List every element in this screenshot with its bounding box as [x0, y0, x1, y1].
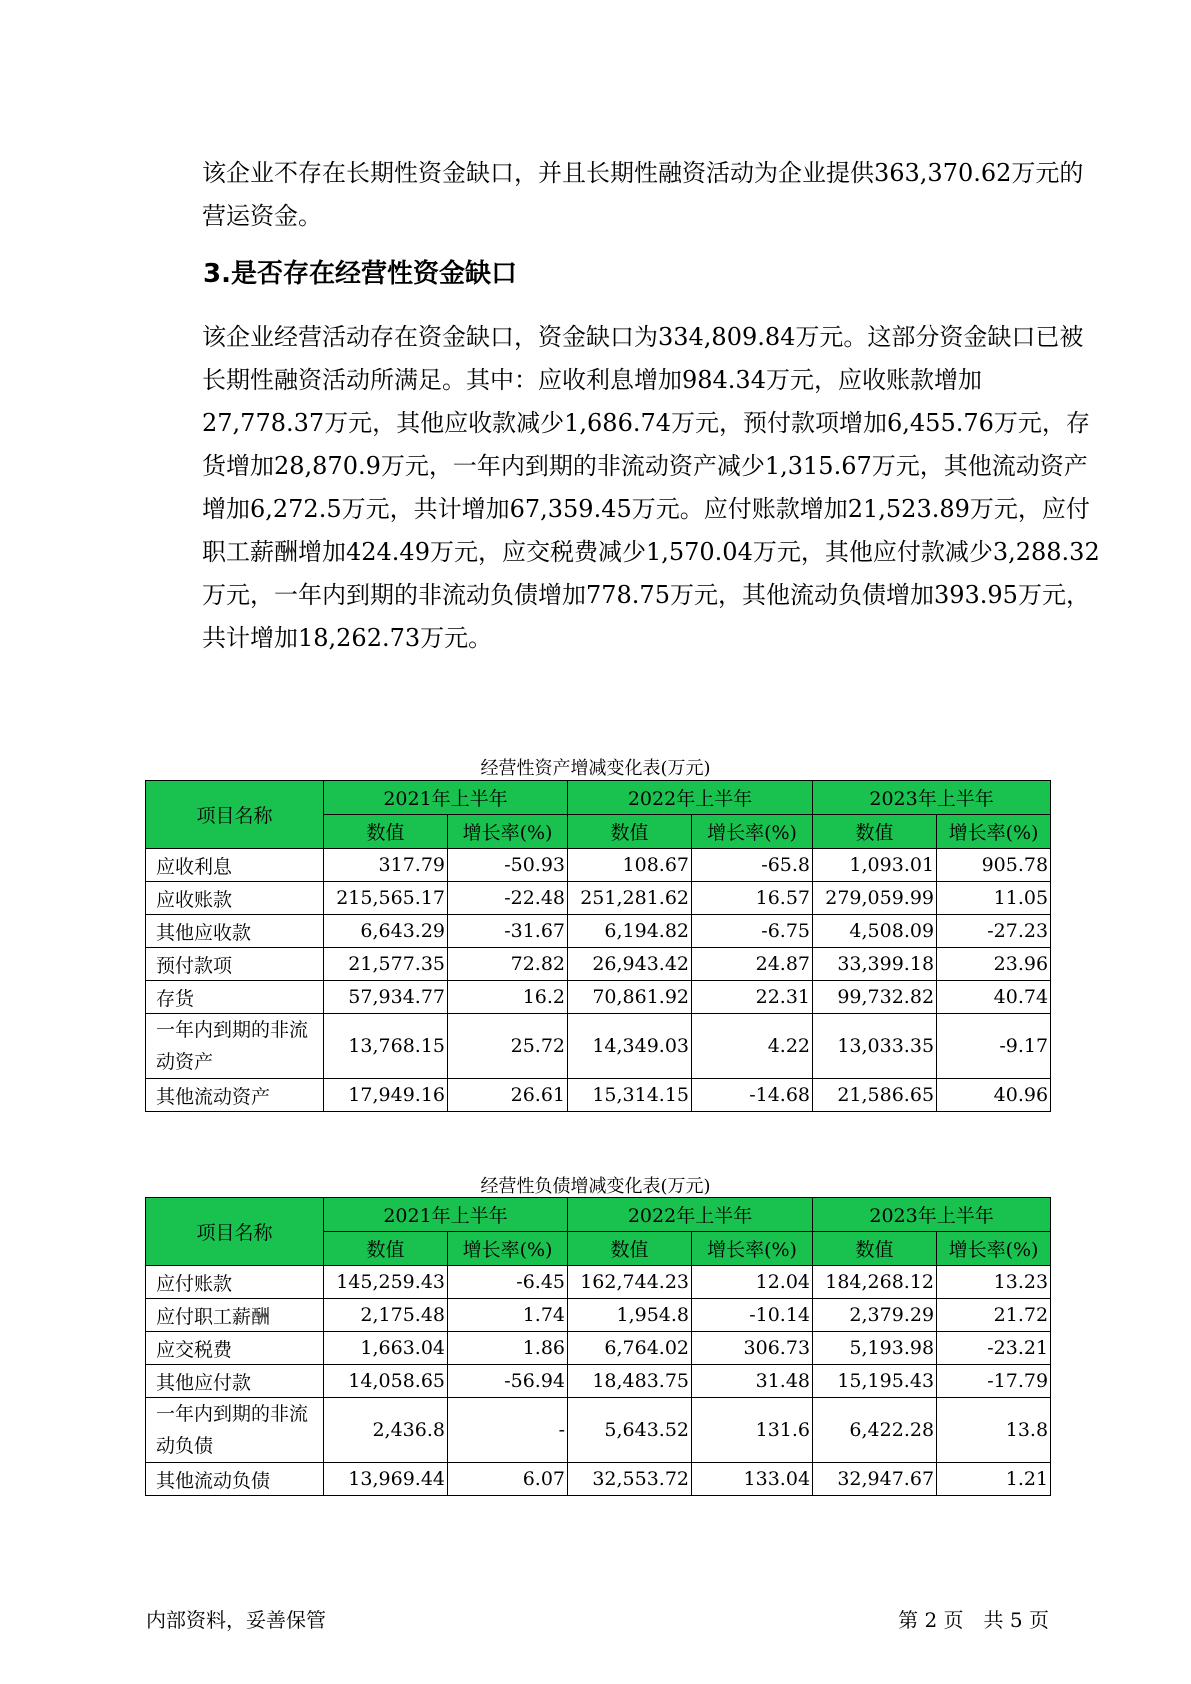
value-cell: 14,349.03: [568, 1014, 692, 1079]
value-cell: 5,193.98: [813, 1332, 937, 1365]
value-cell: 184,268.12: [813, 1266, 937, 1299]
growth-cell: 24.87: [692, 948, 813, 981]
growth-cell: 131.6: [692, 1398, 813, 1463]
table-row: [146, 1014, 1051, 1079]
growth-cell: 23.96: [937, 948, 1051, 981]
value-header: 数值: [568, 1232, 692, 1266]
growth-cell: 26.61: [448, 1079, 568, 1112]
table-row: [146, 1079, 1051, 1112]
row-label: 一年内到期的非流动资产: [146, 1014, 324, 1079]
growth-header: 增长率(%): [692, 815, 813, 849]
value-cell: 57,934.77: [324, 981, 448, 1014]
growth-cell: 40.96: [937, 1079, 1051, 1112]
growth-cell: -23.21: [937, 1332, 1051, 1365]
value-cell: 162,744.23: [568, 1266, 692, 1299]
growth-cell: -6.45: [448, 1266, 568, 1299]
operating-assets-table: [145, 780, 1051, 1112]
value-cell: 2,175.48: [324, 1299, 448, 1332]
value-cell: 13,768.15: [324, 1014, 448, 1079]
growth-header: 增长率(%): [448, 815, 568, 849]
table-row: [146, 1332, 1051, 1365]
value-cell: 26,943.42: [568, 948, 692, 981]
value-header: 数值: [813, 815, 937, 849]
table-row: [146, 1365, 1051, 1398]
table-row: [146, 882, 1051, 915]
growth-header: 增长率(%): [448, 1232, 568, 1266]
period-header: 2021年上半年: [324, 781, 568, 815]
row-label: 其他流动负债: [146, 1463, 324, 1496]
value-cell: 21,577.35: [324, 948, 448, 981]
growth-cell: -65.8: [692, 849, 813, 882]
growth-cell: 6.07: [448, 1463, 568, 1496]
value-cell: 2,436.8: [324, 1398, 448, 1463]
value-cell: 32,553.72: [568, 1463, 692, 1496]
growth-cell: 13.23: [937, 1266, 1051, 1299]
value-cell: 15,195.43: [813, 1365, 937, 1398]
table-row: [146, 981, 1051, 1014]
row-label: 其他应付款: [146, 1365, 324, 1398]
row-label: 应收利息: [146, 849, 324, 882]
growth-cell: 40.74: [937, 981, 1051, 1014]
value-header: 数值: [324, 815, 448, 849]
value-cell: 4,508.09: [813, 915, 937, 948]
value-cell: 5,643.52: [568, 1398, 692, 1463]
operating-liabilities-table: [145, 1197, 1051, 1496]
value-cell: 14,058.65: [324, 1365, 448, 1398]
value-cell: 21,586.65: [813, 1079, 937, 1112]
item-name-header: 项目名称: [146, 781, 324, 849]
table-row: [146, 849, 1051, 882]
growth-cell: 16.2: [448, 981, 568, 1014]
growth-header: 增长率(%): [937, 815, 1051, 849]
value-cell: 2,379.29: [813, 1299, 937, 1332]
growth-cell: 21.72: [937, 1299, 1051, 1332]
value-header: 数值: [324, 1232, 448, 1266]
row-label: 一年内到期的非流动负债: [146, 1398, 324, 1463]
growth-cell: 133.04: [692, 1463, 813, 1496]
value-header: 数值: [813, 1232, 937, 1266]
growth-cell: 22.31: [692, 981, 813, 1014]
section-heading: 3.是否存在经营性资金缺口: [203, 259, 517, 289]
period-header: 2022年上半年: [568, 1198, 813, 1232]
row-label: 存货: [146, 981, 324, 1014]
table-row: [146, 1299, 1051, 1332]
table2-caption: 经营性负债增减变化表(万元): [480, 1176, 711, 1197]
value-cell: 13,969.44: [324, 1463, 448, 1496]
table-row: [146, 1463, 1051, 1496]
period-header: 2021年上半年: [324, 1198, 568, 1232]
footer-confidential-note: 内部资料，妥善保管: [146, 1608, 326, 1632]
growth-cell: 1.74: [448, 1299, 568, 1332]
value-cell: 6,764.02: [568, 1332, 692, 1365]
growth-cell: -17.79: [937, 1365, 1051, 1398]
row-label: 预付款项: [146, 948, 324, 981]
row-label: 应交税费: [146, 1332, 324, 1365]
value-cell: 6,194.82: [568, 915, 692, 948]
growth-cell: -14.68: [692, 1079, 813, 1112]
growth-cell: -: [448, 1398, 568, 1463]
growth-header: 增长率(%): [937, 1232, 1051, 1266]
row-label: 其他流动资产: [146, 1079, 324, 1112]
value-cell: 279,059.99: [813, 882, 937, 915]
growth-cell: -27.23: [937, 915, 1051, 948]
value-header: 数值: [568, 815, 692, 849]
row-label: 应收账款: [146, 882, 324, 915]
value-cell: 99,732.82: [813, 981, 937, 1014]
value-cell: 145,259.43: [324, 1266, 448, 1299]
table-row: [146, 1266, 1051, 1299]
value-cell: 33,399.18: [813, 948, 937, 981]
growth-cell: -9.17: [937, 1014, 1051, 1079]
period-header: 2022年上半年: [568, 781, 813, 815]
growth-cell: 16.57: [692, 882, 813, 915]
growth-cell: 1.86: [448, 1332, 568, 1365]
row-label: 其他应收款: [146, 915, 324, 948]
table-row: [146, 948, 1051, 981]
table2-body: [146, 1266, 1051, 1496]
period-header: 2023年上半年: [813, 781, 1051, 815]
growth-cell: 13.8: [937, 1398, 1051, 1463]
paragraph-long-term-funding: 该企业不存在长期性资金缺口，并且长期性融资活动为企业提供363,370.62万元的营运资金。: [202, 159, 1084, 230]
growth-cell: 25.72: [448, 1014, 568, 1079]
growth-cell: -31.67: [448, 915, 568, 948]
growth-cell: -10.14: [692, 1299, 813, 1332]
growth-cell: -50.93: [448, 849, 568, 882]
growth-cell: 11.05: [937, 882, 1051, 915]
value-cell: 6,643.29: [324, 915, 448, 948]
table1-body: [146, 849, 1051, 1112]
growth-cell: 31.48: [692, 1365, 813, 1398]
growth-cell: -6.75: [692, 915, 813, 948]
growth-cell: 905.78: [937, 849, 1051, 882]
growth-cell: 1.21: [937, 1463, 1051, 1496]
value-cell: 1,663.04: [324, 1332, 448, 1365]
value-cell: 70,861.92: [568, 981, 692, 1014]
row-label: 应付职工薪酬: [146, 1299, 324, 1332]
value-cell: 251,281.62: [568, 882, 692, 915]
value-cell: 18,483.75: [568, 1365, 692, 1398]
value-cell: 32,947.67: [813, 1463, 937, 1496]
value-cell: 17,949.16: [324, 1079, 448, 1112]
table-row: [146, 915, 1051, 948]
growth-cell: 306.73: [692, 1332, 813, 1365]
table1-caption: 经营性资产增减变化表(万元): [480, 758, 711, 779]
growth-cell: 72.82: [448, 948, 568, 981]
growth-cell: 4.22: [692, 1014, 813, 1079]
value-cell: 13,033.35: [813, 1014, 937, 1079]
paragraph-operating-gap: 该企业经营活动存在资金缺口，资金缺口为334,809.84万元。这部分资金缺口已被长期性融资活动所满足。其中：应收利息增加984.34万元，应收账款增加27,778.37万元，其他应收款减少1,686.74万元，预付款项增加6,455.76万元，存货增加28,870.9万元，一年内到期的非流动资产减少1,315.67万元，其他流动资产增加6,272.5万元，共计增加67,359.45万元。应付账款增加21,523.89万元，应付职工薪酬增加424.49万元，应交税费减少1,570.04万元，其他应付款减少3,288.32万元，一年内到期的非流动负债增加778.75万元，其他流动负债增加393.95万元，共计增加18,262.73万元。: [202, 323, 1100, 652]
value-cell: 317.79: [324, 849, 448, 882]
footer-page-number: 第 2 页 共 5 页: [898, 1608, 1049, 1632]
growth-cell: -56.94: [448, 1365, 568, 1398]
value-cell: 15,314.15: [568, 1079, 692, 1112]
value-cell: 1,093.01: [813, 849, 937, 882]
table-row: [146, 1398, 1051, 1463]
item-name-header: 项目名称: [146, 1198, 324, 1266]
value-cell: 6,422.28: [813, 1398, 937, 1463]
value-cell: 215,565.17: [324, 882, 448, 915]
row-label: 应付账款: [146, 1266, 324, 1299]
growth-cell: -22.48: [448, 882, 568, 915]
period-header: 2023年上半年: [813, 1198, 1051, 1232]
growth-header: 增长率(%): [692, 1232, 813, 1266]
value-cell: 1,954.8: [568, 1299, 692, 1332]
growth-cell: 12.04: [692, 1266, 813, 1299]
value-cell: 108.67: [568, 849, 692, 882]
